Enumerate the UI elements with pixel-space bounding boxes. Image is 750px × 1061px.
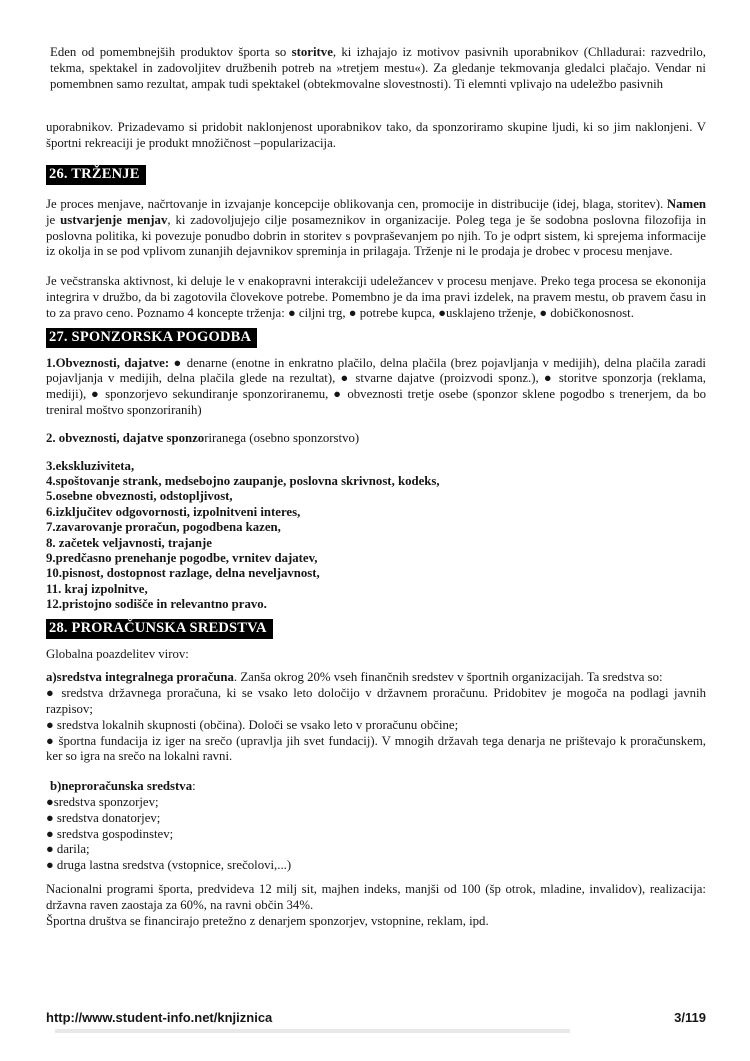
contract-list-item: 4.spoštovanje strank, medsebojno zaupanje, poslovna skrivnost, kodeks,	[46, 473, 440, 488]
non-budget-bullet-donors: ● sredstva donatorjev;	[46, 810, 161, 825]
text-run: je	[46, 212, 61, 227]
text-run: Je proces menjave, načrtovanje in izvajanje koncepcije oblikovanja cen, promocije in distribucije (idej, blaga, storitev).	[46, 196, 667, 211]
contract-list-item: 3.ekskluziviteta,	[46, 458, 135, 473]
contract-clause-list	[46, 459, 706, 613]
bold-text-run: Namen	[666, 196, 706, 211]
paragraph-obligations-sponsored	[46, 431, 706, 447]
contract-list-item: 10.pisnost, dostopnost razlage, delna neveljavnost,	[46, 566, 320, 581]
bold-text-run: ustvarjenje menjav	[60, 212, 168, 227]
text-run: , ki zadovoljujejo cilje posameznikov in organizacije. Poleg tega je še sodobna poslovna filozofija in poslovna politika, ki povezuje ponudbo dobrin in storitev s povpraševanjem po njih. To je odprt sistem, ki sprejema informacije iz okolja in se pod vplivom zunanjih dejavnikov spreminja in prilagaja. Trženje ni le prodaja je drobec v procesu menjave.	[46, 212, 706, 259]
text-run: riranega (osebno sponzorstvo)	[204, 430, 360, 445]
non-budget-bullet-other: ● druga lastna sredstva (vstopnice, srečolovi,...)	[46, 858, 292, 873]
page-footer	[46, 1010, 706, 1026]
section-heading-sponzorska-pogodba: 27. SPONZORSKA POGODBA	[46, 328, 257, 348]
contract-list-item: 8. začetek veljavnosti, trajanje	[46, 535, 212, 550]
paragraph-sport-societies: Športna društva se financirajo pretežno z denarjem sponzorjev, vstopnine, reklam, ipd.	[46, 913, 489, 928]
text-run: Je večstranska aktivnost, ki deluje le v enakopravni interakciji udeležancev v procesu menjave. Preko tega procesa se ekononija integrira v družbo, da bi zagotovila človekove potrebe. Pomembno je da ima pravi izdelek, na pravem mestu, ob pravem času in to za pravo ceno. Poznamo 4 koncepte trženja: ● ciljni trg, ● potrebe kupca, ●usklajeno trženje, ● dobičkonosnost.	[46, 274, 706, 320]
section-26-row	[46, 165, 706, 185]
section-heading-proracunska-sredstva: 28. PRORAČUNSKA SREDSTVA	[46, 619, 273, 639]
paragraph-obligations-sponsor	[46, 356, 706, 419]
footer-url: http://www.student-info.net/knjiznica	[46, 1010, 273, 1025]
bold-text-run: storitve	[291, 45, 333, 59]
bold-text-run: b)neproračunska sredstva	[50, 779, 193, 794]
contract-list-item: 6.izključitev odgovornosti, izpolnitveni interes,	[46, 504, 301, 519]
paragraph-non-budget-heading	[46, 779, 706, 795]
contract-list-item: 11. kraj izpolnitve,	[46, 581, 148, 596]
bold-text-run: 2. obveznosti, dajatve sponzo	[46, 430, 205, 445]
contract-list-item: 7.zavarovanje proračun, pogodbena kazen,	[46, 520, 281, 535]
text-run: Eden od pomembnejših produktov športa so	[50, 45, 292, 59]
section-heading-trzenje: 26. TRŽENJE	[46, 165, 146, 185]
non-budget-bullet-sponsors: ●sredstva sponzorjev;	[46, 794, 159, 809]
non-budget-bullet-gifts: ● darila;	[46, 842, 90, 857]
section-27-row	[46, 328, 706, 348]
paragraph-trzenje-activity	[46, 274, 706, 321]
text-run: :	[192, 779, 196, 794]
non-budget-bullet-households: ● sredstva gospodinstev;	[46, 826, 174, 841]
paragraph-passive-users	[46, 120, 706, 152]
contract-list-item: 5.osebne obveznosti, odstopljivost,	[46, 489, 233, 504]
section-28-row	[46, 619, 706, 639]
paragraph-national-programs: Nacionalni programi športa, predvideva 12 milj sit, majhen indeks, manjši od 100 (šp otrok, mladine, invalidov), realizacija: državna raven zaostaja za 60%, na ravni občin 34%.	[46, 881, 706, 912]
text-run: . Zanša okrog 20% vseh finančnih sredstev v športnih organizacijah. Ta sredstva so:	[233, 670, 663, 685]
paragraph-global-division: Globalna poazdelitev virov:	[46, 646, 189, 661]
non-budget-bullet-list	[46, 795, 706, 874]
bold-text-run: a)sredstva integralnega proračuna	[46, 670, 234, 685]
text-run: ● denarne (enotne in enkratno plačilo, delna plačila (brez pojavljanja v medijih), delna plačila zaradi pojavljanja v medijih, delna plačila glede na rezultat), ● stvarne dajatve (proizvodi sponz.), ● storitve sponzorja (reklama, mediji), ● sponzorjevo sekundiranje sponzoriranemu, ● obveznosti tretje osebe (sponzor sklene pogodbo s trenerjem, da bo treniral moštvo sponzoriranih)	[46, 355, 706, 417]
page-number: 3/119	[674, 1010, 706, 1025]
budget-bullet-foundation: ● športna fundacija iz iger na srečo (upravlja jih svet fundacij). V mnogih državah tega denarja ne prištevajo k proračunskem, ker so igra na srečo na lokalni ravni.	[46, 733, 706, 764]
budget-bullet-state: ● sredstva državnega proračuna, ki se vsako leto določijo v državnem proračunu. Pridobitev je mogoča na podlagi javnih razpisov;	[46, 686, 706, 716]
text-run: , ki izhajajo iz motivov pasivnih uporabnikov (Chlladurai: razvedrilo, tekma, spektakel in zadovoljitev družbenih potreb na »tretjem mestu«). Za gledanje tekmovanja gledalci plačajo. Vendar ni pomembnen samo rezultat, ampak tudi spektakel (obtekmovalne slovestnosti). Ti elemnti vplivajo na udeležbo pasivnih	[50, 45, 706, 91]
paragraph-trzenje-definition	[46, 197, 706, 260]
contract-list-item: 9.predčasno prenehanje pogodbe, vrnitev dajatev,	[46, 550, 318, 565]
bold-text-run: 1.Obveznosti, dajatve:	[46, 355, 170, 370]
paragraph-sport-products	[46, 45, 706, 92]
text-run: uporabnikov. Prizadevamo si pridobit naklonjenost uporabnikov tako, da sponzoriramo skupine ljudi, ki so jim naklonjeni. V športni rekreaciji je produkt množičnost –popularizacija.	[46, 120, 706, 151]
scan-artifact-bar	[55, 1029, 570, 1033]
paragraph-integral-budget	[46, 670, 706, 686]
budget-bullet-local: ● sredstva lokalnih skupnosti (občina). Določi se vsako leto v proračunu občine;	[46, 717, 459, 732]
integral-budget-bullet-list	[46, 686, 706, 765]
contract-list-item: 12.pristojno sodišče in relevantno pravo.	[46, 597, 267, 612]
